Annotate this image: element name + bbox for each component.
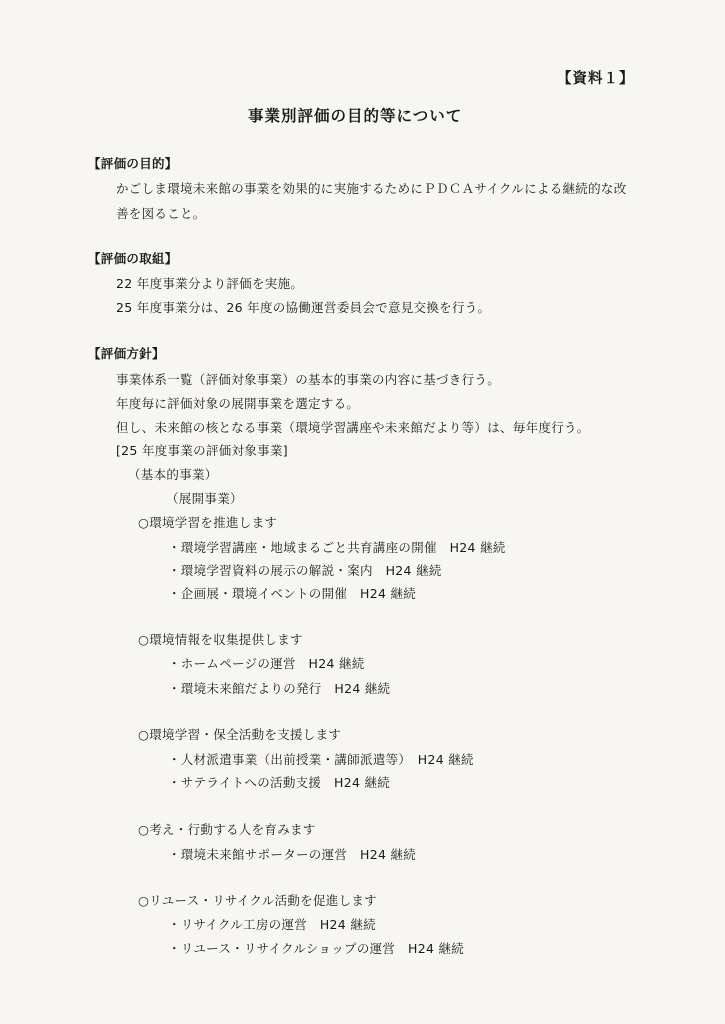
group-4-title: ○考え・行動する人を育みます: [138, 822, 316, 837]
group-5-item-1: ・リサイクル工房の運営 H24 継続: [168, 917, 376, 932]
group-3-title: ○環境学習・保全活動を支援します: [138, 727, 342, 742]
basic-projects-label: （基本的事業）: [128, 467, 218, 482]
group-1-item-2: ・環境学習資料の展示の解説・案内 H24 継続: [168, 563, 442, 578]
group-2-title: ○環境情報を収集提供します: [138, 632, 303, 647]
group-5-item-2: ・リユース・リサイクルショップの運営 H24 継続: [168, 941, 465, 956]
group-1-item-3: ・企画展・環境イベントの開催 H24 継続: [168, 586, 417, 601]
purpose-heading: 【評価の目的】: [88, 156, 178, 171]
purpose-line-2: 善を図ること。: [116, 206, 206, 221]
targets-heading: [25 年度事業の評価対象事業]: [116, 443, 288, 458]
group-3-item-2: ・サテライトへの活動支援 H24 継続: [168, 775, 391, 790]
policy-line-2: 年度毎に評価対象の展開事業を選定する。: [116, 396, 360, 411]
group-5-title: ○リユース・リサイクル活動を促進します: [138, 893, 377, 908]
group-2-item-1: ・ホームページの運営 H24 継続: [168, 656, 365, 671]
group-2-item-2: ・環境未来館だよりの発行 H24 継続: [168, 681, 391, 696]
policy-heading: 【評価方針】: [88, 346, 165, 361]
group-3-item-1: ・人材派遣事業（出前授業・講師派遣等） H24 継続: [168, 752, 474, 767]
efforts-line-1: 22 年度事業分より評価を実施。: [116, 276, 304, 291]
efforts-heading: 【評価の取組】: [88, 251, 178, 266]
group-1-item-1: ・環境学習講座・地域まるごと共育講座の開催 H24 継続: [168, 540, 506, 555]
policy-line-3: 但し、未来館の核となる事業（環境学習講座や未来館だより等）は、毎年度行う。: [116, 420, 590, 435]
efforts-line-2: 25 年度事業分は、26 年度の協働運営委員会で意見交換を行う。: [116, 300, 491, 315]
policy-line-1: 事業体系一覧（評価対象事業）の基本的事業の内容に基づき行う。: [116, 372, 501, 387]
document-title: 事業別評価の目的等について: [248, 107, 463, 125]
purpose-line-1: かごしま環境未来館の事業を効果的に実施するためにＰＤＣＡサイクルによる継続的な改: [116, 181, 627, 196]
group-4-item-1: ・環境未来館サポーターの運営 H24 継続: [168, 847, 417, 862]
development-projects-label: （展開事業）: [166, 491, 243, 506]
reference-label: 【資料１】: [557, 71, 635, 87]
group-1-title: ○環境学習を推進します: [138, 515, 278, 530]
